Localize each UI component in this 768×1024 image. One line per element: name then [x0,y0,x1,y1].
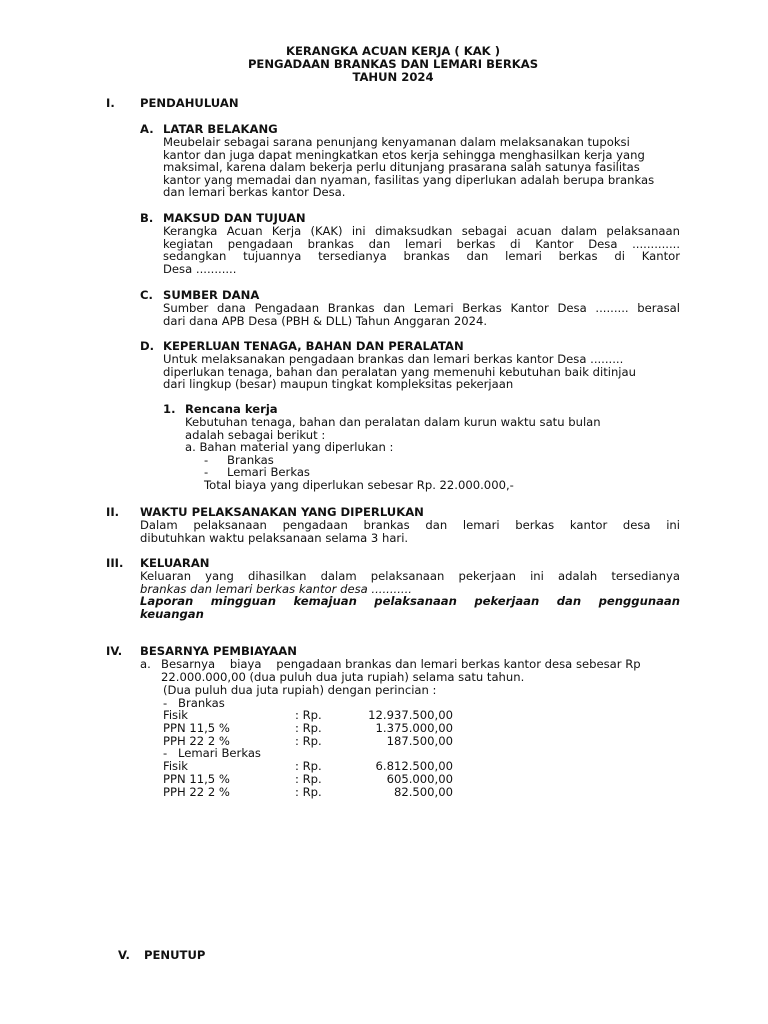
paragraph-line: brankas dan lemari berkas kantor desa ........... [140,581,412,596]
paragraph-line: Untuk melaksanakan pengadaan brankas dan lemari berkas kantor Desa ......... [163,352,624,366]
cost-label: PPH 22 2 % [163,734,230,748]
cost-separator: : Rp. [295,785,322,799]
rencana-kerja-paragraph [185,416,665,441]
section-3-title: KELUARAN [140,556,210,570]
group-name-brankas: Brankas [178,696,225,710]
bullet-dash: - [163,746,168,760]
cost-label: PPN 11,5 % [163,772,230,786]
paragraph-line: Kebutuhan tenaga, bahan dan peralatan dalam kurun waktu satu bulan [185,415,601,429]
paragraph-line: kantor yang memadai dan nyaman, fasilitas yang diperlukan adalah berupa brankas [163,172,655,187]
paragraph-line: dibutuhkan waktu pelaksanaan selama 3 hari. [140,530,409,545]
cost-separator: : Rp. [295,734,322,748]
pembiayaan-line: 22.000.000,00 (dua puluh dua juta rupiah) selama satu tahun. [161,670,525,684]
cost-amount: 1.375.000,00 [375,721,453,735]
cost-amount: 187.500,00 [386,734,453,748]
paragraph-line: Keluaran yang dihasilkan dalam pelaksanaan pekerjaan ini adalah tersedianya [140,569,680,583]
section-5-title: PENUTUP [144,948,206,962]
cost-separator: : Rp. [295,721,322,735]
maksud-tujuan-paragraph [163,225,680,275]
subsection-b-title: MAKSUD DAN TUJUAN [163,211,306,225]
rencana-kerja-title: Rencana kerja [185,402,278,416]
list-item-lemari-berkas: Lemari Berkas [227,465,310,479]
cost-label: PPH 22 2 % [163,785,230,799]
cost-label: PPN 11,5 % [163,721,230,735]
paragraph-line: dari dana APB Desa (PBH & DLL) Tahun Anggaran 2024. [163,313,488,328]
paragraph-line: Kerangka Acuan Kerja (KAK) ini dimaksudkan sebagai acuan dalam pelaksanaan [163,224,680,238]
rencana-kerja-number: 1. [163,402,176,416]
laporan-line: Laporan mingguan kemajuan pelaksanaan pekerjaan dan penggunaan [140,594,680,609]
waktu-paragraph [140,519,680,544]
section-4-number: IV. [106,644,123,658]
section-2-title: WAKTU PELAKSANAKAN YANG DIPERLUKAN [140,505,424,519]
section-5-number: V. [118,948,130,962]
cost-separator: : Rp. [295,772,322,786]
doc-title: KERANGKA ACUAN KERJA ( KAK ) [285,44,501,58]
subsection-d-label: D. [140,339,155,353]
subsection-c-label: C. [140,288,153,302]
paragraph-line: Sumber dana Pengadaan Brankas dan Lemari Berkas Kantor Desa ......... berasal [163,301,680,315]
paragraph-line: diperlukan tenaga, bahan dan peralatan yang memenuhi kebutuhan baik ditinjau [163,364,636,379]
list-item-brankas: Brankas [227,453,274,467]
pembiayaan-line: Besarnya biaya pengadaan brankas dan lemari berkas kantor desa sebesar Rp [161,657,641,671]
cost-amount: 12.937.500,00 [368,708,453,722]
subsection-a-label: A. [140,122,154,136]
group-name-lemari-berkas: Lemari Berkas [178,746,261,760]
paragraph-line: Dalam pelaksanaan pengadaan brankas dan lemari berkas kantor desa ini [140,518,680,532]
section-3-number: III. [106,556,124,570]
paragraph-line: dari lingkup (besar) maupun tingkat kompleksitas pekerjaan [163,377,514,392]
cost-label: Fisik [163,759,189,773]
section-2-number: II. [106,505,120,519]
paragraph-line: dan lemari berkas kantor Desa. [163,185,346,200]
doc-year: TAHUN 2024 [352,70,434,84]
cost-separator: : Rp. [295,759,322,773]
cost-amount: 605.000,00 [386,772,453,786]
keluaran-paragraph [140,570,680,620]
paragraph-line: adalah sebagai berikut : [185,427,326,442]
keperluan-paragraph [163,353,683,391]
subsection-c-title: SUMBER DANA [163,288,260,302]
sumber-dana-paragraph [163,302,680,327]
bahan-material-item: a. Bahan material yang diperlukan : [185,440,394,454]
cost-amount: 82.500,00 [393,785,453,799]
paragraph-line: kegiatan pengadaan brankas dan lemari berkas di Kantor Desa ............. [163,236,680,251]
section-1-number: I. [106,96,115,110]
cost-amount: 6.812.500,00 [375,759,453,773]
bullet-dash: - [163,696,168,710]
perincian-intro: (Dua puluh dua juta rupiah) dengan perincian : [163,683,437,697]
section-4-title: BESARNYA PEMBIAYAAN [140,644,297,658]
pembiayaan-item-label: a. [140,657,151,671]
total-biaya-text: Total biaya yang diperlukan sebesar Rp. 22.000.000,- [204,478,514,492]
subsection-d-title: KEPERLUAN TENAGA, BAHAN DAN PERALATAN [163,339,464,353]
paragraph-line: sedangkan tujuannya tersedianya brankas dan lemari berkas di Kantor [163,249,680,264]
bullet-dash: - [204,453,209,467]
doc-subtitle: PENGADAAN BRANKAS DAN LEMARI BERKAS [247,57,539,71]
subsection-b-label: B. [140,211,154,225]
latar-belakang-paragraph [163,136,683,199]
subsection-a-title: LATAR BELAKANG [163,122,278,136]
paragraph-line: Meubelair sebagai sarana penunjang kenyamanan dalam melaksanakan tupoksi [163,135,630,149]
cost-separator: : Rp. [295,708,322,722]
bullet-dash: - [204,465,209,479]
paragraph-line: maksimal, karena dalam bekerja perlu ditunjang prasarana salah satunya fasilitas [163,160,640,175]
laporan-line: keuangan [140,606,204,621]
cost-label: Fisik [163,708,189,722]
section-1-title: PENDAHULUAN [140,96,239,110]
paragraph-line: Desa ........... [163,261,237,276]
paragraph-line: kantor dan juga dapat meningkatkan etos kerja sehingga menghasilkan kerja yang [163,147,645,162]
